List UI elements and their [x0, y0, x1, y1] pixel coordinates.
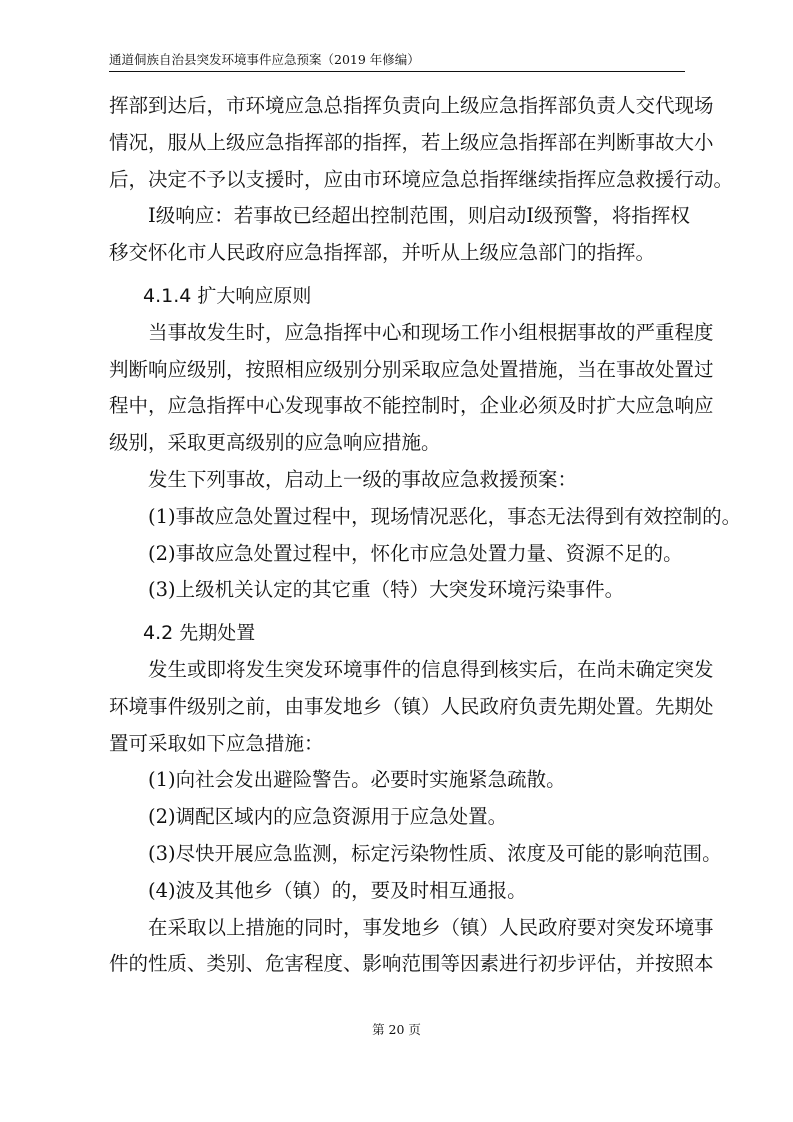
page-header	[109, 51, 685, 73]
paragraph-line: 挥部到达后，市环境应急总指挥负责向上级应急指挥部负责人交代现场	[109, 94, 714, 117]
paragraph-line: 发生或即将发生突发环境事件的信息得到核实后，在尚未确定突发	[148, 657, 714, 681]
paragraph-line: 情况，服从上级应急指挥部的指挥，若上级应急指挥部在判断事故大小	[109, 130, 714, 154]
section-heading-4-2: 4.2 先期处置	[143, 622, 256, 645]
paragraph-line: 移交怀化市人民政府应急指挥部，并听从上级应急部门的指挥。	[109, 241, 656, 265]
paragraph-line: 发生下列事故，启动上一级的事故应急救援预案：	[148, 467, 578, 491]
list-item: (1)事故应急处置过程中，现场情况恶化，事态无法得到有效控制的。	[148, 504, 742, 528]
paragraph-line: 后，决定不予以支援时，应由市环境应急总指挥继续指挥应急救援行动。	[109, 167, 734, 191]
paragraph-line: 判断响应级别，按照相应级别分别采取应急处置措施，当在事故处置过	[109, 357, 714, 381]
paragraph-line: 件的性质、类别、危害程度、影响范围等因素进行初步评估，并按照本	[109, 952, 714, 976]
paragraph-line: 环境事件级别之前，由事发地乡（镇）人民政府负责先期处置。先期处	[109, 694, 714, 718]
section-heading-4-1-4: 4.1.4 扩大响应原则	[143, 284, 312, 307]
list-item: (2)事故应急处置过程中，怀化市应急处置力量、资源不足的。	[148, 541, 683, 565]
list-item: (4)波及其他乡（镇）的，要及时相互通报。	[148, 878, 527, 902]
paragraph-line: Ⅰ级响应：若事故已经超出控制范围，则启动Ⅰ级预警，将指挥权	[148, 204, 690, 228]
header-title: 通道侗族自治县突发环境事件应急预案（2019 年修编）	[109, 52, 420, 67]
list-item: (3)上级机关认定的其它重（特）大突发环境污染事件。	[148, 578, 625, 602]
list-item: (1)向社会发出避险警告。必要时实施紧急疏散。	[148, 768, 566, 792]
header-divider	[109, 71, 685, 72]
document-body	[109, 88, 742, 983]
paragraph-line: 当事故发生时，应急指挥中心和现场工作小组根据事故的严重程度	[148, 320, 714, 344]
paragraph-line: 级别，采取更高级别的应急响应措施。	[109, 431, 441, 455]
paragraph-line: 程中，应急指挥中心发现事故不能控制时，企业必须及时扩大应急响应	[109, 394, 714, 418]
page-number: 第 20 页	[372, 1022, 421, 1037]
paragraph-line: 置可采取如下应急措施：	[109, 731, 324, 755]
paragraph-line: 在采取以上措施的同时，事发地乡（镇）人民政府要对突发环境事	[148, 915, 714, 939]
list-item: (2)调配区域内的应急资源用于应急处置。	[148, 805, 508, 829]
list-item: (3)尽快开展应急监测，标定污染物性质、浓度及可能的影响范围。	[148, 841, 722, 865]
